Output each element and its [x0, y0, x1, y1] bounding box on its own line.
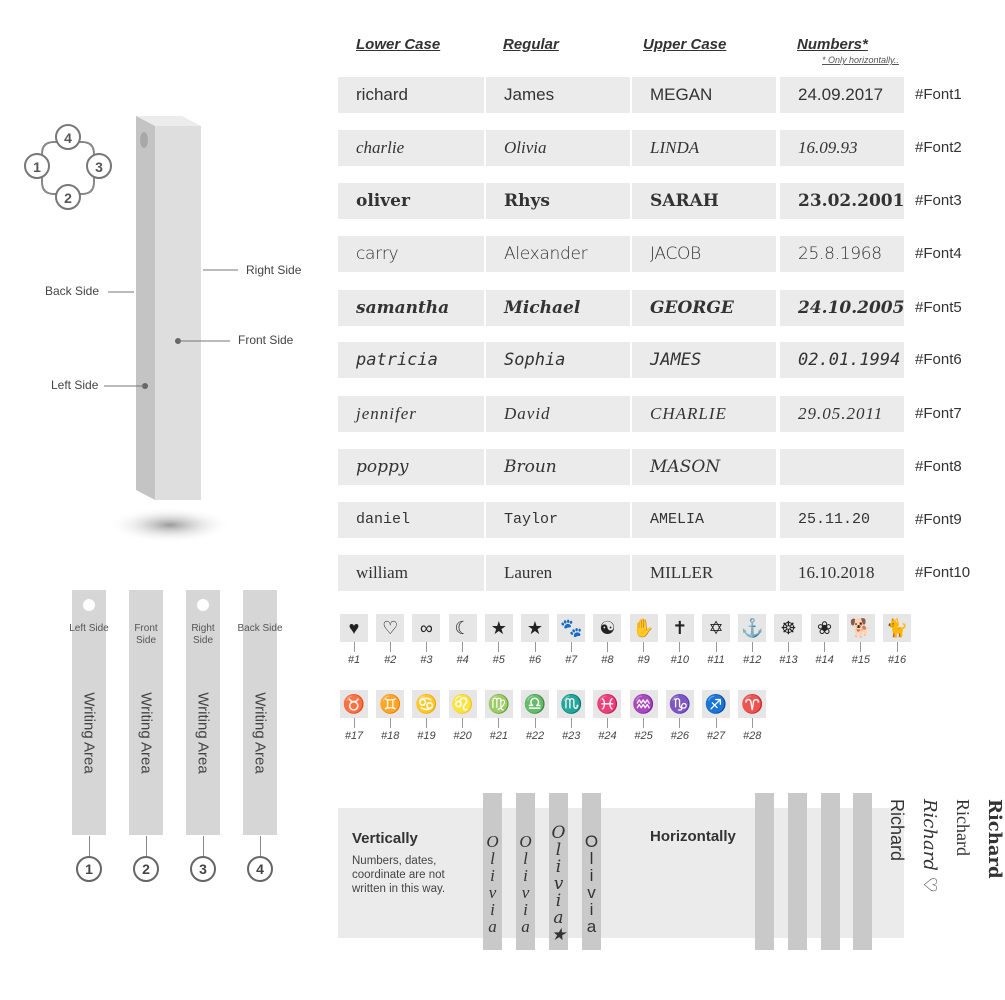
symbol-stem [426, 642, 427, 652]
header-upper-case: Upper Case [643, 36, 727, 53]
symbol-stem [752, 642, 753, 652]
vertical-sample [516, 793, 535, 950]
cell-regular: Broun [486, 449, 630, 485]
vertical-title: Vertically [352, 830, 418, 847]
symbol-stem [354, 718, 355, 728]
cell-lower-case: samantha [338, 290, 484, 326]
side-number-left: 1 [24, 153, 50, 179]
cell-lower-case: charlie [338, 130, 484, 166]
symbol-number: #7 [565, 654, 578, 666]
star-of-david-icon: ✡ [702, 614, 730, 642]
symbol-number: #4 [456, 654, 469, 666]
dog-icon: 🐕 [847, 614, 875, 642]
symbol-option[interactable] [738, 614, 766, 666]
vertical-letter: l [589, 849, 594, 868]
symbol-number: #23 [562, 730, 581, 742]
font-tag: #Font7 [915, 405, 962, 422]
aquarius-icon: ♒ [630, 690, 658, 718]
font-row-1 [338, 77, 962, 113]
symbol-option[interactable] [702, 690, 730, 742]
gemini-icon: ♊ [376, 690, 404, 718]
cell-numbers: 24.10.2005 [780, 290, 904, 326]
front-side-label: Front Side [238, 333, 294, 347]
font-tag: #Font9 [915, 511, 962, 528]
horizontal-sample [755, 793, 907, 950]
moon-icon: ☾ [449, 614, 477, 642]
symbol-number: #20 [453, 730, 472, 742]
strip-number-3: 3 [190, 856, 216, 882]
symbol-stem [897, 642, 898, 652]
symbol-number: #28 [743, 730, 762, 742]
cell-regular: Michael [486, 290, 630, 326]
symbol-option[interactable] [630, 614, 658, 666]
cell-numbers: 25.8.1968 [780, 236, 904, 272]
cell-lower-case: richard [338, 77, 484, 113]
header-lower-case: Lower Case [356, 36, 441, 53]
symbol-option[interactable] [449, 614, 477, 666]
font-row-3 [338, 183, 962, 219]
cancer-icon: ♋ [412, 690, 440, 718]
cell-lower-case: carry [338, 236, 484, 272]
symbol-number: #2 [384, 654, 397, 666]
bar-front-face [155, 126, 201, 500]
cell-lower-case: poppy [338, 449, 484, 485]
virgo-icon: ♍ [485, 690, 513, 718]
font-row-4 [338, 236, 962, 272]
vertical-letter: v [521, 883, 530, 902]
symbol-option[interactable] [557, 614, 585, 666]
horizontal-sample-text: Richard [887, 799, 907, 862]
horizontal-sample [821, 793, 973, 950]
symbol-stem [498, 642, 499, 652]
cell-upper-case: JACOB [632, 236, 776, 272]
strip-number-1: 1 [76, 856, 102, 882]
star-small-icon: ★ [521, 614, 549, 642]
symbol-option[interactable] [485, 614, 513, 666]
vertical-sample [582, 793, 601, 950]
strip-stem [260, 836, 261, 856]
font-tag: #Font2 [915, 139, 962, 156]
symbol-option[interactable] [630, 690, 658, 742]
symbol-stem [716, 718, 717, 728]
symbol-option[interactable] [340, 614, 368, 666]
cell-upper-case: LINDA [632, 130, 776, 166]
strip-stem [203, 836, 204, 856]
symbol-option[interactable] [521, 690, 549, 742]
symbol-option[interactable] [412, 690, 440, 742]
cell-upper-case: MEGAN [632, 77, 776, 113]
symbol-stem [571, 642, 572, 652]
horizontal-title: Horizontally [650, 828, 736, 845]
symbol-stem [462, 642, 463, 652]
symbol-stem [679, 718, 680, 728]
symbol-stem [498, 718, 499, 728]
symbol-stem [390, 642, 391, 652]
symbol-stem [607, 642, 608, 652]
symbol-stem [535, 642, 536, 652]
sagittarius-icon: ♐ [702, 690, 730, 718]
helm-icon: ☸ [774, 614, 802, 642]
vertical-letter: a [586, 917, 597, 936]
bar-left-face [136, 116, 155, 500]
symbol-option[interactable] [883, 614, 911, 666]
font-row-9 [338, 502, 962, 538]
symbol-option[interactable] [774, 614, 802, 666]
cell-lower-case: william [338, 555, 484, 591]
cat-icon: 🐈 [883, 614, 911, 642]
symbol-stem [535, 718, 536, 728]
strip-left-side [69, 590, 109, 835]
symbol-option[interactable] [376, 690, 404, 742]
strip-right-side [186, 590, 220, 835]
symbol-number: #9 [637, 654, 650, 666]
cell-regular: Olivia [486, 130, 630, 166]
font-row-5 [338, 290, 962, 326]
symbol-stem [716, 642, 717, 652]
vertical-letter: i [555, 857, 562, 877]
back-side-label: Back Side [45, 284, 100, 298]
taurus-icon: ♉ [340, 690, 368, 718]
vertical-letter: i [523, 866, 528, 885]
strip-stem [146, 836, 147, 856]
bar-hole [140, 132, 148, 148]
lotus-icon: ❀ [811, 614, 839, 642]
symbol-number: #11 [707, 654, 725, 666]
symbol-number: #1 [347, 654, 361, 666]
symbol-number: #16 [887, 654, 907, 666]
side-numbering-diagram [22, 122, 114, 214]
symbol-number: #24 [598, 730, 617, 742]
paw-icon: 🐾 [557, 614, 585, 642]
side-number-top: 4 [55, 124, 81, 150]
strip-back-side [237, 590, 283, 835]
aries-icon: ♈ [738, 690, 766, 718]
cell-numbers: 16.09.93 [780, 130, 904, 166]
cell-regular: Rhys [486, 183, 630, 219]
strip-front-side [129, 590, 163, 835]
symbol-number: #5 [492, 654, 505, 666]
vertical-letter: O [519, 832, 532, 851]
libra-icon: ♎ [521, 690, 549, 718]
vertical-sample [549, 793, 568, 950]
cell-upper-case: JAMES [632, 342, 776, 378]
strip-side-label: Right Side [191, 623, 215, 646]
horizontal-sample-text: Richard ♡ [919, 799, 940, 893]
symbol-number: #21 [489, 730, 508, 742]
cell-numbers: 24.09.2017 [780, 77, 904, 113]
vertical-letter: i [555, 891, 562, 911]
symbol-number: #15 [851, 654, 870, 666]
strip-hole [197, 599, 209, 611]
cell-numbers: 23.02.2001 [780, 183, 904, 219]
horizontal-sample-text: Richard [984, 799, 1005, 879]
symbol-option[interactable] [521, 614, 549, 666]
cell-numbers: 16.10.2018 [780, 555, 904, 591]
cell-numbers [780, 449, 904, 485]
font-tag: #Font6 [915, 351, 962, 368]
cell-upper-case: GEORGE [632, 290, 776, 326]
symbol-number: #8 [601, 654, 614, 666]
cell-regular: Lauren [486, 555, 630, 591]
vertical-letter: a [553, 908, 564, 928]
cell-lower-case: daniel [338, 502, 484, 538]
font-tag: #Font10 [915, 564, 971, 581]
font-row-6 [338, 342, 962, 378]
symbol-stem [643, 718, 644, 728]
symbol-number: #10 [670, 654, 689, 666]
symbol-number: #22 [525, 730, 545, 742]
symbol-number: #25 [634, 730, 653, 742]
strip-number-4: 4 [247, 856, 273, 882]
vertical-letter: i [490, 900, 495, 919]
symbol-number: #14 [815, 654, 834, 666]
vertical-letter: l [490, 849, 495, 868]
heart-outline-icon: ♡ [376, 614, 404, 642]
vertical-letter: O [584, 832, 599, 851]
cell-regular: Alexander [486, 236, 630, 272]
symbol-number: #6 [528, 654, 542, 666]
symbol-stem [788, 642, 789, 652]
horizontal-sample-text: Richard [953, 799, 973, 856]
cell-regular: James [486, 77, 630, 113]
cell-upper-case: AMELIA [632, 502, 776, 538]
font-tag: #Font4 [915, 245, 962, 262]
vertical-letter: O [551, 823, 566, 843]
symbol-number: #17 [344, 730, 364, 742]
yin-yang-icon: ☯ [593, 614, 621, 642]
font-tag: #Font5 [915, 299, 962, 316]
symbol-stem [426, 718, 427, 728]
symbol-option[interactable] [738, 690, 766, 742]
font-row-7 [338, 396, 962, 432]
symbol-stem [390, 718, 391, 728]
left-side-label: Left Side [51, 378, 99, 392]
heart-icon: ♥ [340, 614, 368, 642]
symbol-number: #26 [670, 730, 689, 742]
symbol-stem [752, 718, 753, 728]
cell-regular: Taylor [486, 502, 630, 538]
symbol-option[interactable] [593, 690, 621, 742]
symbol-stem [354, 642, 355, 652]
symbol-number: #19 [417, 730, 436, 742]
symbol-number: #12 [743, 654, 762, 666]
cell-numbers: 25.11.20 [780, 502, 904, 538]
vertical-letter: l [555, 840, 562, 860]
symbol-option[interactable] [449, 690, 477, 742]
vertical-sample [483, 793, 502, 950]
strip-number-2: 2 [133, 856, 159, 882]
horizontal-sample [788, 793, 940, 950]
strip-side-label: Back Side [237, 623, 283, 634]
anchor-icon: ⚓ [738, 614, 766, 642]
symbol-number: #18 [381, 730, 400, 742]
vertical-letter: v [587, 883, 596, 902]
symbol-option[interactable] [557, 690, 585, 742]
header-regular: Regular [503, 36, 559, 53]
cell-upper-case: MILLER [632, 555, 776, 591]
cell-upper-case: MASON [632, 449, 776, 485]
star-icon: ★ [485, 614, 513, 642]
strip-writing-area: Writing Area [80, 692, 98, 774]
strip-side-label: Left Side [69, 623, 109, 634]
symbol-stem [643, 642, 644, 652]
symbol-option[interactable] [666, 690, 694, 742]
symbol-option[interactable] [811, 614, 839, 666]
symbol-option[interactable] [702, 614, 730, 666]
vertical-letter: i [589, 900, 594, 919]
cell-regular: Sophia [486, 342, 630, 378]
capricorn-icon: ♑ [666, 690, 694, 718]
font-row-2 [338, 130, 962, 166]
hamsa-icon: ✋ [630, 614, 658, 642]
symbol-option[interactable] [847, 614, 875, 666]
symbol-stem [571, 718, 572, 728]
vertical-letter: O [486, 832, 499, 851]
symbol-stem [679, 642, 680, 652]
font-row-8 [338, 449, 962, 485]
symbol-number: #3 [420, 654, 433, 666]
cross-icon: ✝ [666, 614, 694, 642]
vertical-letter: i [589, 866, 594, 885]
scorpio-icon: ♏ [557, 690, 585, 718]
vertical-letter: l [523, 849, 528, 868]
strip-writing-area: Writing Area [251, 692, 269, 774]
symbol-stem [860, 642, 861, 652]
bar-shadow [108, 507, 232, 543]
symbol-number: #27 [706, 730, 726, 742]
vertical-letter: v [553, 874, 564, 894]
side-number-right: 3 [86, 153, 112, 179]
cell-lower-case: jennifer [338, 396, 484, 432]
symbol-number: #13 [779, 654, 798, 666]
strip-writing-area: Writing Area [137, 692, 155, 774]
cell-numbers: 29.05.2011 [780, 396, 904, 432]
vertical-letter: a [488, 917, 497, 936]
symbol-stem [824, 642, 825, 652]
symbol-option[interactable] [376, 614, 404, 666]
cell-regular: David [486, 396, 630, 432]
font-tag: #Font8 [915, 458, 962, 475]
leo-icon: ♌ [449, 690, 477, 718]
cell-lower-case: patricia [338, 342, 484, 378]
vertical-letter: ★ [550, 925, 567, 945]
cell-upper-case: SARAH [632, 183, 776, 219]
side-number-bottom: 2 [55, 184, 81, 210]
symbol-stem [607, 718, 608, 728]
cell-lower-case: oliver [338, 183, 484, 219]
vertical-description: Numbers, dates, coordinate are not written in this way. [352, 855, 446, 895]
symbol-stem [462, 718, 463, 728]
right-side-label: Right Side [246, 263, 302, 277]
cell-numbers: 02.01.1994 [780, 342, 904, 378]
horizontal-sample [853, 793, 1005, 950]
font-row-10 [338, 555, 971, 591]
pisces-icon: ♓ [593, 690, 621, 718]
symbol-option[interactable] [485, 690, 513, 742]
strip-side-label: Front Side [134, 623, 158, 646]
symbol-option[interactable] [593, 614, 621, 666]
cell-upper-case: CHARLIE [632, 396, 776, 432]
header-numbers: Numbers* [797, 36, 868, 53]
symbol-option[interactable] [412, 614, 440, 666]
strip-hole [83, 599, 95, 611]
infinity-icon: ∞ [412, 614, 440, 642]
numbers-note: * Only horizontally.. [822, 55, 899, 65]
font-tag: #Font3 [915, 192, 962, 209]
vertical-letter: a [521, 917, 530, 936]
symbol-option[interactable] [666, 614, 694, 666]
vertical-letter: v [488, 883, 497, 902]
strip-writing-area: Writing Area [194, 692, 212, 774]
symbol-option[interactable] [340, 690, 368, 742]
font-tag: #Font1 [915, 86, 962, 103]
strip-stem [89, 836, 90, 856]
vertical-letter: i [490, 866, 495, 885]
vertical-letter: i [523, 900, 528, 919]
